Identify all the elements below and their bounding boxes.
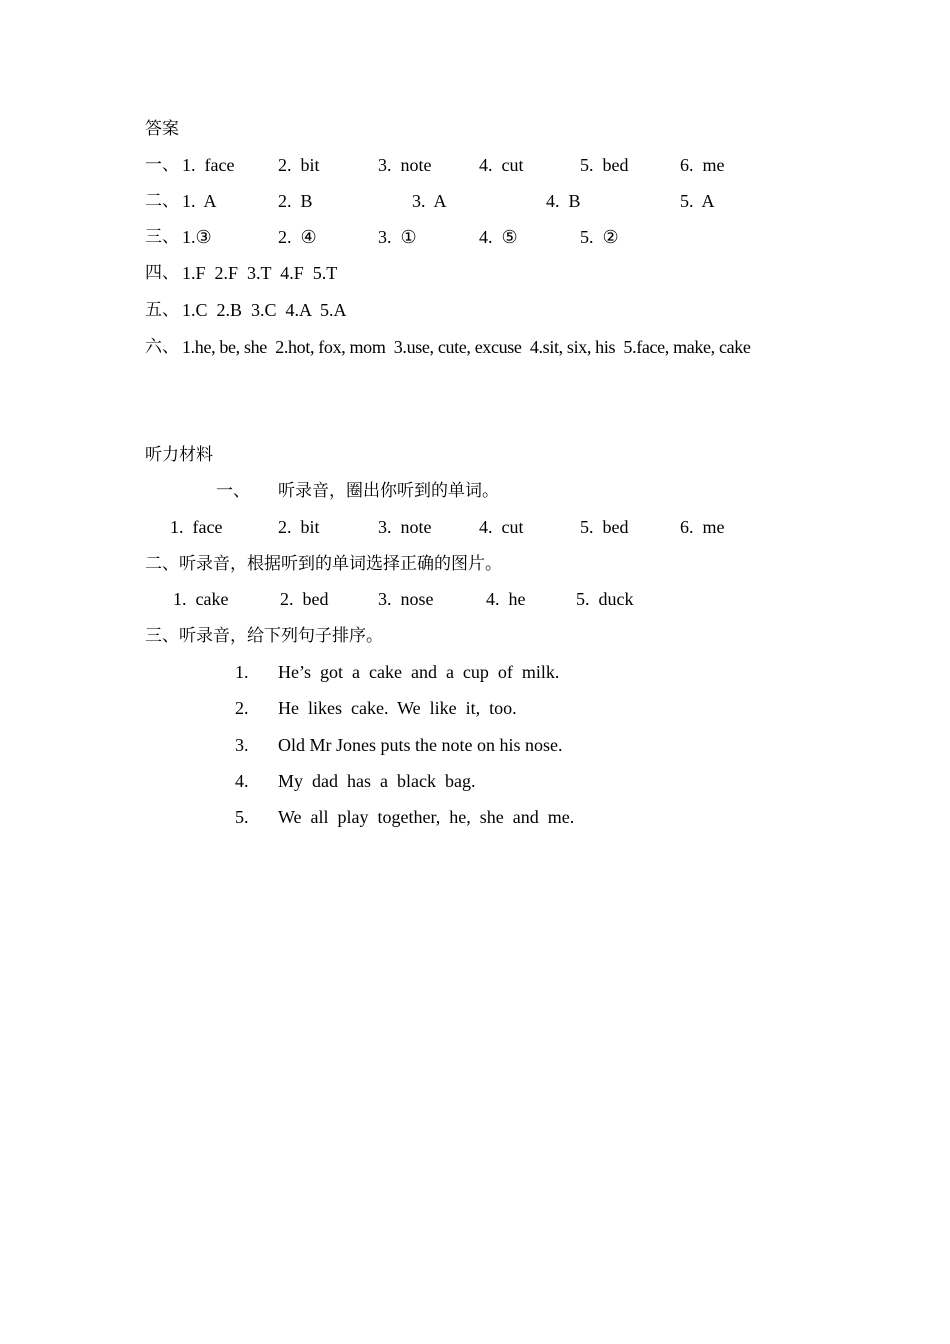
word-item: 4. he <box>486 589 526 609</box>
sentence-text: We all play together, he, she and me. <box>278 807 575 827</box>
listening-heading: 听力材料 <box>145 445 213 465</box>
word-item: 2. bed <box>280 589 329 609</box>
row-prefix: 一、 <box>145 155 179 175</box>
answer-item: 5. ② <box>580 227 619 247</box>
word-item: 6. me <box>680 517 725 537</box>
row-prefix: 五、 <box>145 300 179 320</box>
section-title: 听录音，圈出你听到的单词。 <box>278 481 499 501</box>
answer-item: 6. me <box>680 155 725 175</box>
word-item: 2. bit <box>278 517 320 537</box>
answer-item: 4. ⑤ <box>479 227 518 247</box>
answer-item: 5. bed <box>580 155 629 175</box>
row-prefix: 六、 <box>145 337 179 357</box>
sentence-text: He’s got a cake and a cup of milk. <box>278 662 560 682</box>
section-title: 二、听录音，根据听到的单词选择正确的图片。 <box>145 554 502 574</box>
row-prefix: 三、 <box>145 227 179 247</box>
answer-item: 2. ④ <box>278 227 317 247</box>
answer-item: 1. face <box>182 155 235 175</box>
answer-item: 5. A <box>680 191 715 211</box>
sentence-number: 1. <box>235 662 249 682</box>
word-item: 3. note <box>378 517 432 537</box>
word-item: 1. cake <box>173 589 229 609</box>
sentence-number: 2. <box>235 698 249 718</box>
answer-text: 1.C 2.B 3.C 4.A 5.A <box>182 300 347 320</box>
sentence-text: Old Mr Jones puts the note on his nose. <box>278 735 563 755</box>
sentence-number: 4. <box>235 771 249 791</box>
word-item: 4. cut <box>479 517 524 537</box>
answers-heading: 答案 <box>145 119 179 139</box>
answer-item: 1. A <box>182 191 217 211</box>
answer-item: 2. bit <box>278 155 320 175</box>
section-title: 三、听录音，给下列句子排序。 <box>145 626 383 646</box>
sentence-number: 5. <box>235 807 249 827</box>
sentence-text: My dad has a black bag. <box>278 771 476 791</box>
answer-item: 4. cut <box>479 155 524 175</box>
answer-text: 1.he, be, she 2.hot, fox, mom 3.use, cute, excuse 4.sit, six, his 5.face, make, cake <box>182 337 751 357</box>
row-prefix: 二、 <box>145 191 179 211</box>
sentence-number: 3. <box>235 735 249 755</box>
row-prefix: 四、 <box>145 263 179 283</box>
word-item: 5. duck <box>576 589 634 609</box>
answer-item: 4. B <box>546 191 581 211</box>
answer-item: 3. A <box>412 191 447 211</box>
word-item: 1. face <box>170 517 223 537</box>
answer-item: 3. ① <box>378 227 417 247</box>
word-item: 5. bed <box>580 517 629 537</box>
answer-item: 1.③ <box>182 227 212 247</box>
answer-item: 3. note <box>378 155 432 175</box>
section-prefix: 一、 <box>216 481 250 501</box>
answer-item: 2. B <box>278 191 313 211</box>
answer-text: 1.F 2.F 3.T 4.F 5.T <box>182 263 338 283</box>
word-item: 3. nose <box>378 589 434 609</box>
sentence-text: He likes cake. We like it, too. <box>278 698 517 718</box>
